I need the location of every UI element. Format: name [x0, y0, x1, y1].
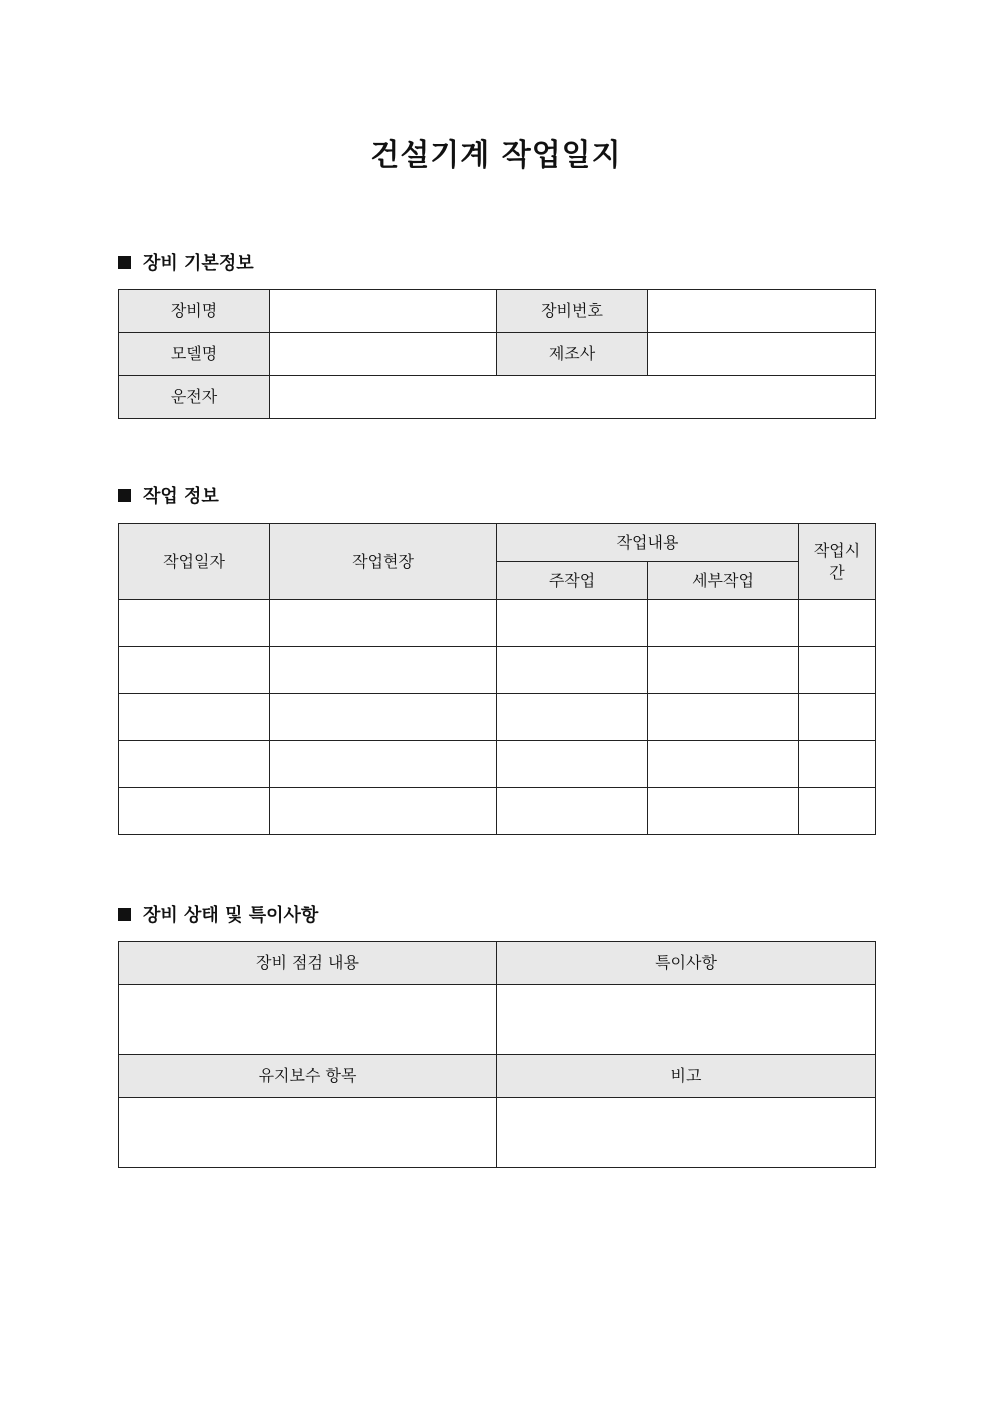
work-header-row-1: [119, 524, 876, 562]
section-heading-equipment-text: 장비 기본정보: [143, 253, 254, 274]
header-maintenance: 유지보수 항목: [119, 1055, 497, 1098]
cell-detail-work[interactable]: [648, 741, 799, 788]
label-model: 모델명: [119, 333, 270, 376]
cell-main-work[interactable]: [497, 741, 648, 788]
header-detail-work: 세부작업: [648, 562, 799, 600]
status-header-row-2: [119, 1055, 876, 1098]
cell-work-hours[interactable]: [799, 600, 876, 647]
field-remarks[interactable]: [497, 985, 876, 1055]
document-title: 건설기계 작업일지: [370, 138, 622, 173]
cell-detail-work[interactable]: [648, 788, 799, 835]
section-heading-status: [118, 904, 318, 928]
cell-detail-work[interactable]: [648, 600, 799, 647]
cell-work-site[interactable]: [270, 741, 497, 788]
header-remarks: 특이사항: [497, 942, 876, 985]
cell-work-hours[interactable]: [799, 647, 876, 694]
header-inspection: 장비 점검 내용: [119, 942, 497, 985]
field-operator[interactable]: [270, 376, 876, 419]
cell-main-work[interactable]: [497, 647, 648, 694]
cell-work-date[interactable]: [119, 694, 270, 741]
square-bullet-icon: [118, 908, 131, 921]
field-inspection[interactable]: [119, 985, 497, 1055]
cell-work-hours[interactable]: [799, 788, 876, 835]
square-bullet-icon: [118, 489, 131, 502]
square-bullet-icon: [118, 256, 131, 269]
status-value-row-2: [119, 1098, 876, 1168]
label-maker: 제조사: [497, 333, 648, 376]
equipment-info-table: [118, 289, 876, 419]
header-notes: 비고: [497, 1055, 876, 1098]
cell-work-hours[interactable]: [799, 741, 876, 788]
work-row: [119, 600, 876, 647]
cell-work-date[interactable]: [119, 741, 270, 788]
section-heading-work-text: 작업 정보: [143, 486, 219, 507]
label-operator: 운전자: [119, 376, 270, 419]
section-heading-status-text: 장비 상태 및 특이사항: [143, 905, 319, 926]
header-work-hours-line2: 간: [829, 562, 845, 582]
header-work-date: 작업일자: [119, 524, 270, 600]
field-equipment-number[interactable]: [648, 290, 876, 333]
cell-detail-work[interactable]: [648, 694, 799, 741]
work-row: [119, 741, 876, 788]
cell-main-work[interactable]: [497, 600, 648, 647]
cell-work-site[interactable]: [270, 694, 497, 741]
section-heading-equipment: [118, 252, 254, 276]
header-work-site: 작업현장: [270, 524, 497, 600]
cell-work-date[interactable]: [119, 647, 270, 694]
field-maker[interactable]: [648, 333, 876, 376]
header-main-work: 주작업: [497, 562, 648, 600]
work-row: [119, 694, 876, 741]
cell-main-work[interactable]: [497, 788, 648, 835]
header-work-content: 작업내용: [497, 524, 799, 562]
equipment-row-operator: [119, 376, 876, 419]
field-model[interactable]: [270, 333, 497, 376]
label-equipment-name: 장비명: [119, 290, 270, 333]
field-notes[interactable]: [497, 1098, 876, 1168]
field-equipment-name[interactable]: [270, 290, 497, 333]
cell-work-site[interactable]: [270, 600, 497, 647]
field-maintenance[interactable]: [119, 1098, 497, 1168]
header-work-hours-line1: 작업시: [813, 540, 861, 560]
cell-work-hours[interactable]: [799, 694, 876, 741]
status-value-row-1: [119, 985, 876, 1055]
work-row: [119, 788, 876, 835]
header-work-hours: [799, 524, 876, 600]
equipment-status-table: [118, 941, 876, 1168]
cell-main-work[interactable]: [497, 694, 648, 741]
cell-work-site[interactable]: [270, 647, 497, 694]
equipment-row-model: [119, 333, 876, 376]
label-equipment-number: 장비번호: [497, 290, 648, 333]
cell-work-date[interactable]: [119, 600, 270, 647]
work-row: [119, 647, 876, 694]
equipment-row-name: [119, 290, 876, 333]
status-header-row-1: [119, 942, 876, 985]
cell-work-date[interactable]: [119, 788, 270, 835]
work-info-table: [118, 523, 876, 835]
cell-work-site[interactable]: [270, 788, 497, 835]
cell-detail-work[interactable]: [648, 647, 799, 694]
section-heading-work: [118, 485, 219, 509]
